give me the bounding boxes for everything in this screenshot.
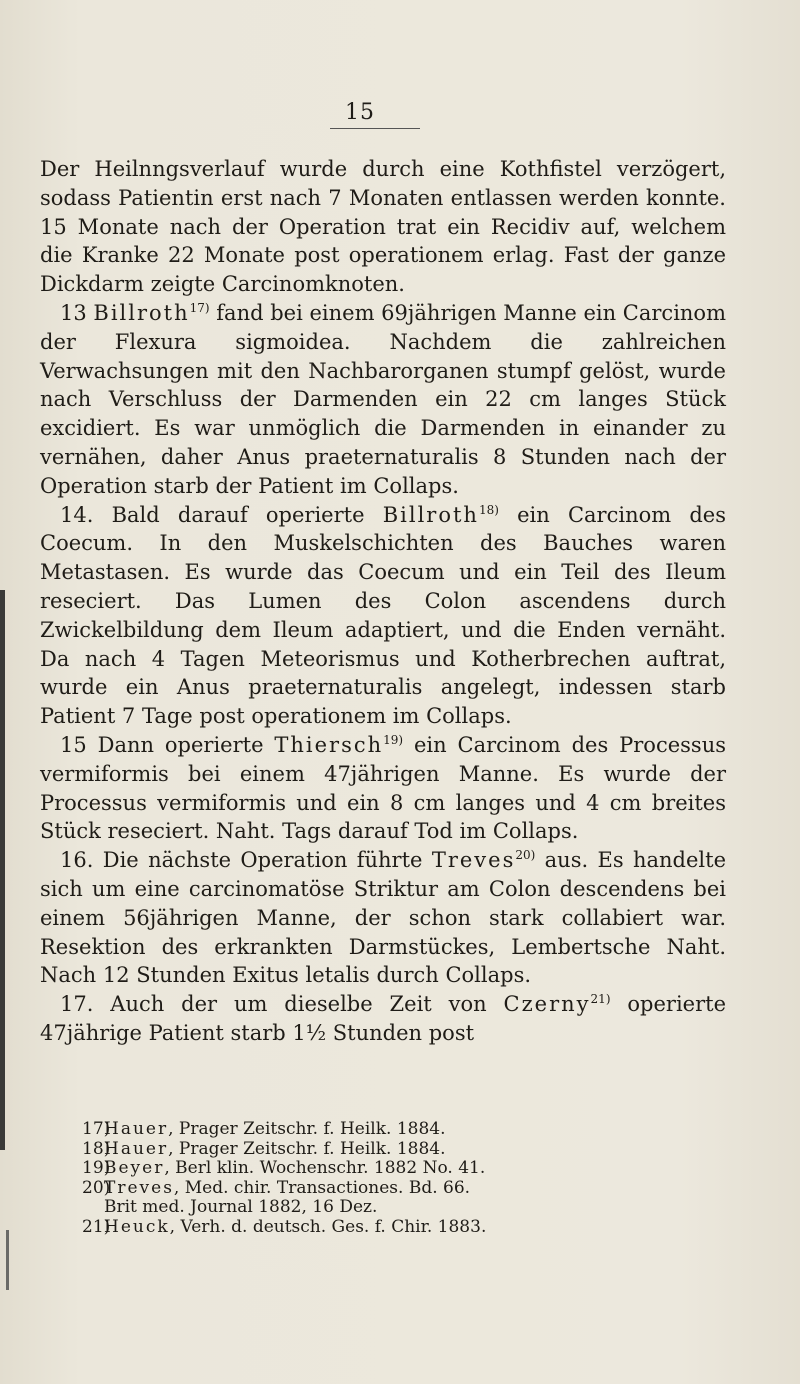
- text-run: 17. Auch der um dieselbe Zeit von: [60, 992, 504, 1017]
- author-name: Billroth: [93, 300, 190, 325]
- paragraph: [40, 731, 726, 846]
- binding-edge-lower: [6, 1230, 9, 1290]
- footnote-text: , Berl klin. Wochenschr. 1882 No. 41.: [164, 1158, 486, 1179]
- binding-edge: [0, 590, 5, 1150]
- footnotes: [82, 1120, 742, 1238]
- footnote-number: 21): [82, 1216, 111, 1237]
- footnote-number: 19): [82, 1158, 111, 1179]
- footnote-text: , Med. chir. Transactiones. Bd. 66.: [173, 1177, 471, 1198]
- body-text: [40, 155, 726, 1048]
- author-name: Treves: [431, 848, 516, 873]
- footnote: [82, 1179, 742, 1199]
- text-run: 13: [60, 300, 94, 325]
- footnote-text: , Prager Zeitschr. f. Heilk. 1884.: [168, 1119, 446, 1139]
- footnote-author: Treves: [104, 1177, 174, 1198]
- paragraph: [40, 155, 726, 299]
- author-name: Billroth: [382, 502, 479, 527]
- text-run: aus. Es handelte sich um eine carcinomatöse Striktur am Colon descendens bei einem 56jährigen Manne, der schon stark collabiert war. Resektion des erkrankten Darmstückes, Lembertsche Naht. Nach 12 Stunden Exitus letalis durch Collaps.: [40, 848, 726, 988]
- text-run: Der Heilnngsverlauf wurde durch eine Kothfistel verzögert, sodass Patientin erst nach 7 Monaten entlassen werden konnte. 15 Monate nach der Operation trat ein Recidiv auf, welchem die Kranke 22 Monate post operationem erlag. Fast der ganze Dickdarm zeigte Carcinomknoten.: [40, 157, 726, 297]
- footnote: [82, 1218, 742, 1238]
- author-name: Thiersch: [274, 732, 384, 757]
- footnote-number: 20): [82, 1177, 111, 1198]
- text-run: 15 Dann operierte: [60, 732, 275, 757]
- footnote-ref: 18): [478, 502, 499, 517]
- footnote-ref: 21): [590, 992, 611, 1007]
- paragraph: [40, 846, 726, 990]
- text-run: operierte 47jährige Patient starb 1½ Stunden post: [40, 992, 726, 1045]
- text-run: ein Carcinom des Coecum. In den Muskelschichten des Bauches waren Metastasen. Es wurde das Coecum und ein Teil des Ileum reseciert. Das Lumen des Colon ascendens durch Zwickelbildung dem Ileum adaptiert, und die Enden vernäht. Da nach 4 Tagen Meteorismus und Kotherbrechen auftrat, wurde ein Anus praeternaturalis angelegt, indessen starb Patient 7 Tage post operationem im Collaps.: [40, 502, 726, 729]
- footnote: [82, 1159, 742, 1179]
- footnote: [82, 1120, 742, 1140]
- footnote-author: Heuck: [104, 1216, 170, 1237]
- footnote-ref: 20): [515, 848, 536, 863]
- text-run: fand bei einem 69jährigen Manne ein Carcinom der Flexura sigmoidea. Nachdem die zahlreichen Verwachsungen mit den Nachbarorganen stumpf gelöst, wurde nach Verschluss der Darmenden ein 22 cm langes Stück excidiert. Es war unmöglich die Darmenden in einander zu vernähen, daher Anus praeternaturalis 8 Stunden nach der Operation starb der Patient im Collaps.: [40, 300, 726, 498]
- footnote-text: Brit med. Journal 1882, 16 Dez.: [104, 1197, 378, 1218]
- footnote: [82, 1198, 742, 1218]
- footnote: [82, 1140, 742, 1160]
- footnote-author: Hauer: [104, 1119, 169, 1139]
- footnote-ref: 17): [189, 300, 210, 315]
- page-number: 15: [345, 100, 375, 125]
- footnote-ref: 19): [383, 732, 404, 747]
- text-run: 16. Die nächste Operation führte: [60, 848, 432, 873]
- footnote-number: 17): [82, 1119, 111, 1139]
- footnote-author: Beyer: [104, 1158, 165, 1179]
- text-run: 14. Bald darauf operierte: [60, 502, 383, 527]
- footnote-author: Hauer: [104, 1138, 169, 1159]
- author-name: Czerny: [503, 992, 591, 1017]
- footnote-text: , Verh. d. deutsch. Ges. f. Chir. 1883.: [169, 1216, 487, 1237]
- text-run: ein Carcinom des Processus vermiformis bei einem 47jährigen Manne. Es wurde der Processus vermiformis und ein 8 cm langes und 4 cm breites Stück reseciert. Naht. Tags darauf Tod im Collaps.: [40, 732, 726, 844]
- paragraph: [40, 299, 726, 501]
- paragraph: [40, 990, 726, 1048]
- paragraph: [40, 501, 726, 731]
- footnote-text: , Prager Zeitschr. f. Heilk. 1884.: [168, 1138, 446, 1159]
- header-rule: [330, 128, 420, 129]
- footnote-number: 18): [82, 1138, 111, 1159]
